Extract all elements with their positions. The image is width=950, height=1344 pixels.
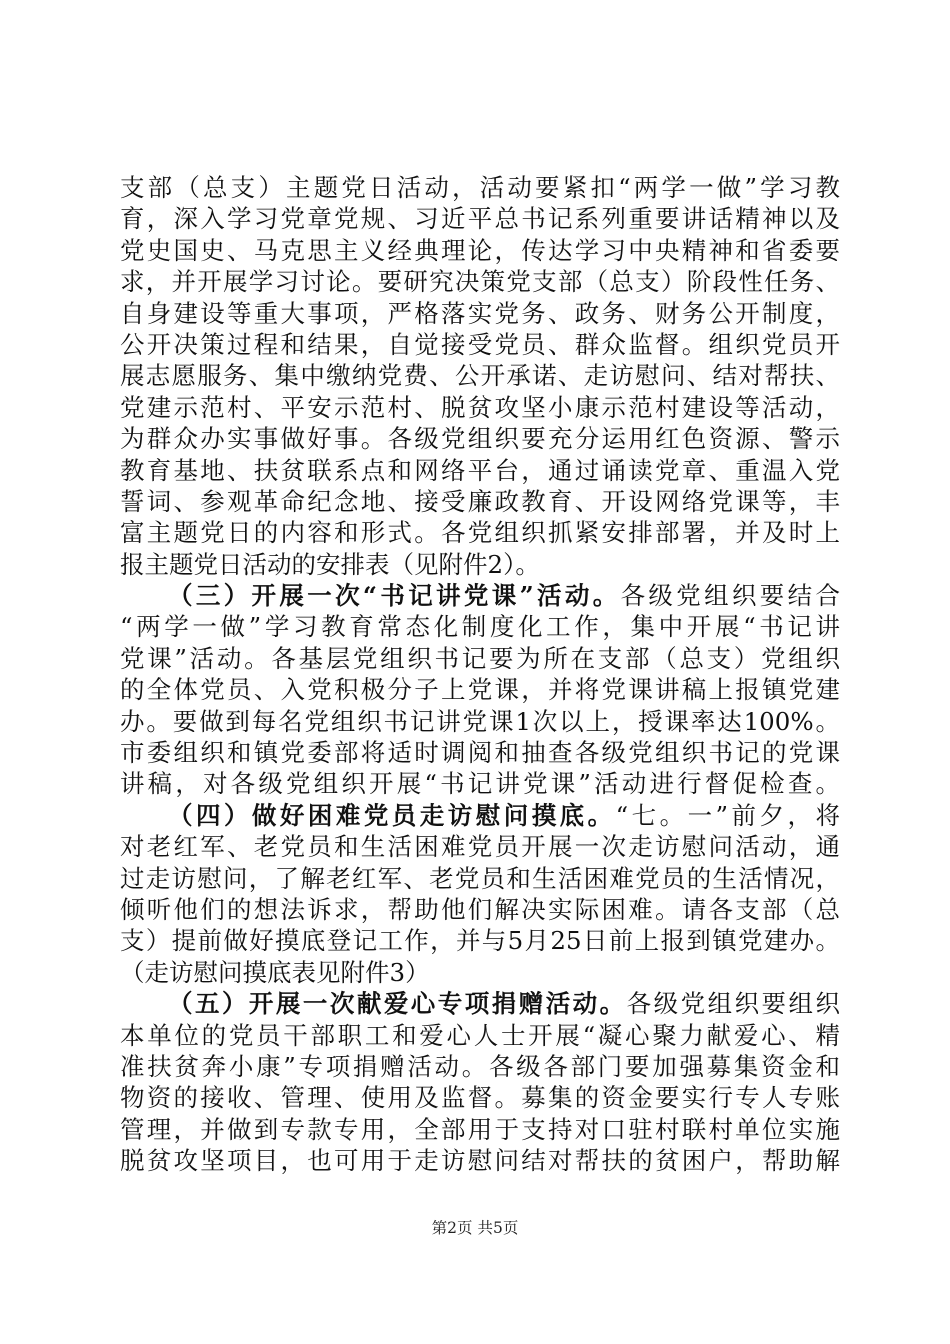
text-line: 的全体党员、入党积极分子上党课，并将党课讲稿上报镇党建	[120, 675, 840, 705]
text-line: 展志愿服务、集中缴纳党费、公开承诺、走访慰问、结对帮扶、	[120, 361, 840, 391]
text-line: 支）提前做好摸底登记工作，并与5月25日前上报到镇党建办。	[120, 926, 840, 956]
section-heading: （四）做好困难党员走访慰问摸底。	[168, 800, 616, 830]
body-text	[120, 172, 840, 1177]
section-5-line	[120, 988, 840, 1019]
text-line: （走访慰问摸底表见附件3）	[120, 957, 430, 987]
text-line: 报主题党日活动的安排表（见附件2）。	[120, 549, 540, 579]
text-line: 准扶贫奔小康”专项捐赠活动。各级各部门要加强募集资金和	[120, 1051, 840, 1081]
text-line: 物资的接收、管理、使用及监督。募集的资金要实行专人专账	[120, 1083, 840, 1113]
text-line: 本单位的党员干部职工和爱心人士开展“凝心聚力献爱心、精	[120, 1020, 840, 1050]
text-line: 脱贫攻坚项目，也可用于走访慰问结对帮扶的贫困户，帮助解	[120, 1146, 840, 1176]
section-heading: （五）开展一次献爱心专项捐赠活动。	[168, 989, 627, 1019]
text-line: 党课”活动。各基层党组织书记要为所在支部（总支）党组织	[120, 643, 840, 673]
text-line: 市委组织和镇党委部将适时调阅和抽查各级党组织书记的党课	[120, 738, 840, 768]
text-line: 誓词、参观革命纪念地、接受廉政教育、开设网络党课等，丰	[120, 486, 840, 516]
text-line: “两学一做”学习教育常态化制度化工作，集中开展“书记讲	[120, 612, 840, 642]
text-line: 倾听他们的想法诉求，帮助他们解决实际困难。请各支部（总	[120, 894, 840, 924]
text-line: 公开决策过程和结果，自觉接受党员、群众监督。组织党员开	[120, 329, 840, 359]
text-line: 支部（总支）主题党日活动，活动要紧扣“两学一做”学习教	[120, 173, 840, 202]
text-line: 富主题党日的内容和形式。各党组织抓紧安排部署，并及时上	[120, 518, 840, 548]
text-line: 求，并开展学习讨论。要研究决策党支部（总支）阶段性任务、	[120, 267, 840, 297]
section-heading: （三）开展一次“书记讲党课”活动。	[168, 581, 621, 611]
text-line: 教育基地、扶贫联系点和网络平台，通过诵读党章、重温入党	[120, 455, 840, 485]
text-line: 党建示范村、平安示范村、脱贫攻坚小康示范村建设等活动，	[120, 392, 840, 422]
text-line: 党史国史、马克思主义经典理论，传达学习中央精神和省委要	[120, 235, 840, 265]
section-text: 各级党组织要结合	[620, 581, 841, 611]
page-number: 第2页 共5页	[431, 1219, 519, 1237]
text-line: 育，深入学习党章党规、习近平总书记系列重要讲话精神以及	[120, 204, 840, 234]
section-4-line	[120, 800, 840, 831]
text-line: 办。要做到每名党组织书记讲党课1次以上，授课率达100%。	[120, 706, 840, 736]
text-line: 自身建设等重大事项，严格落实党务、政务、财务公开制度，	[120, 298, 840, 328]
section-text: “七。一”前夕，将	[615, 800, 840, 830]
section-text: 各级党组织要组织	[626, 989, 841, 1019]
section-3-line	[120, 580, 840, 611]
text-line: 为群众办实事做好事。各级党组织要充分运用红色资源、警示	[120, 424, 840, 454]
text-line: 讲稿，对各级党组织开展“书记讲党课”活动进行督促检查。	[120, 769, 840, 799]
text-line: 过走访慰问，了解老红军、老党员和生活困难党员的生活情况，	[120, 863, 840, 893]
text-line: 对老红军、老党员和生活困难党员开展一次走访慰问活动，通	[120, 832, 840, 862]
text-line: 管理，并做到专款专用，全部用于支持对口驻村联村单位实施	[120, 1114, 840, 1144]
